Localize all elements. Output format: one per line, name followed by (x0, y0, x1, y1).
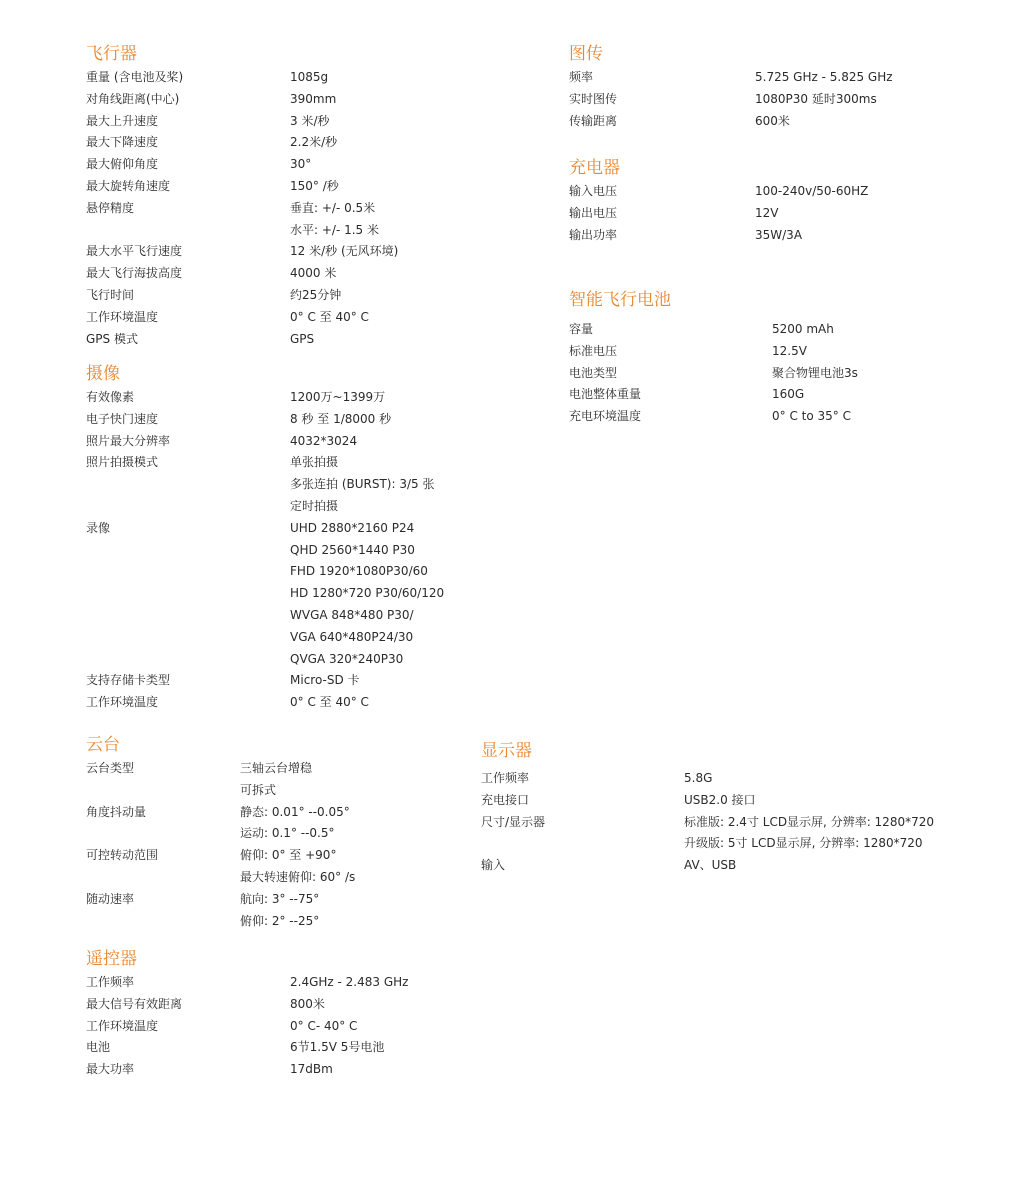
spec-label: 容量 (569, 322, 594, 336)
spec-value: 升级版: 5寸 LCD显示屏, 分辨率: 1280*720 (684, 836, 923, 851)
section-title: 云台 (86, 735, 120, 755)
spec-row (86, 911, 320, 933)
spec-value: 5.725 GHz - 5.825 GHz (755, 70, 893, 84)
spec-label: 有效像素 (86, 390, 135, 404)
spec-label: 对角线距离(中心) (86, 91, 180, 106)
spec-row (86, 1016, 358, 1038)
spec-row (86, 241, 399, 263)
spec-label: 电池整体重量 (569, 387, 642, 402)
spec-row (569, 203, 779, 225)
spec-label: 角度抖动量 (86, 804, 147, 819)
spec-row (86, 496, 339, 518)
spec-row (86, 387, 386, 409)
section-camera (86, 363, 445, 714)
spec-value: 5.8G (684, 771, 713, 785)
spec-label: 随动速率 (86, 891, 135, 906)
spec-row (86, 307, 369, 329)
spec-value: 多张连拍 (BURST): 3/5 张 (290, 477, 435, 492)
spec-value: 4032*3024 (290, 433, 358, 448)
spec-row (86, 452, 339, 474)
spec-label: 云台类型 (86, 761, 135, 775)
spec-rows (481, 768, 934, 877)
spec-label: 可控转动范围 (86, 848, 159, 863)
spec-value: 最大转速俯仰: 60° /s (240, 869, 356, 884)
spec-value: 600米 (755, 113, 790, 128)
spec-row (86, 583, 445, 605)
spec-value: 6节1.5V 5号电池 (290, 1040, 385, 1055)
spec-value: 0° C to 35° C (772, 409, 851, 424)
spec-rows (569, 181, 869, 246)
spec-row (86, 605, 414, 627)
spec-row (86, 431, 358, 453)
spec-value: 30° (290, 157, 312, 172)
spec-row (86, 409, 392, 431)
section-display (481, 740, 934, 877)
spec-row (569, 89, 877, 111)
spec-value: 俯仰: 2° --25° (240, 913, 320, 928)
spec-rows (86, 387, 445, 714)
section-transmission (569, 43, 893, 132)
spec-label: 照片最大分辨率 (86, 433, 171, 448)
spec-label: 充电环境温度 (569, 409, 642, 424)
spec-label: 支持存储卡类型 (86, 673, 171, 688)
spec-value: 35W/3A (755, 227, 803, 242)
spec-label: 录像 (86, 520, 111, 535)
section-battery (569, 289, 858, 428)
spec-label: 最大功率 (86, 1062, 135, 1077)
spec-label: 工作环境温度 (86, 1018, 159, 1033)
spec-row (86, 1059, 333, 1081)
spec-value: HD 1280*720 P30/60/120 (290, 586, 445, 601)
spec-row (569, 363, 858, 385)
spec-value: 150° /秒 (290, 178, 339, 193)
section-title: 飞行器 (86, 44, 137, 64)
section-title: 显示器 (481, 741, 532, 761)
spec-label: 频率 (569, 70, 594, 84)
spec-value: WVGA 848*480 P30/ (290, 607, 414, 622)
section-title: 摄像 (86, 364, 120, 384)
spec-value: 4000 米 (290, 266, 337, 281)
spec-label: 电池 (86, 1040, 111, 1055)
spec-row (569, 341, 807, 363)
spec-row (86, 780, 277, 802)
spec-value: 800米 (290, 996, 325, 1011)
spec-label: 工作环境温度 (86, 309, 159, 324)
section-title: 图传 (569, 44, 603, 64)
spec-label: 照片拍摄模式 (86, 455, 159, 470)
spec-label: 电子快门速度 (86, 411, 159, 426)
spec-row (86, 758, 313, 780)
spec-value: VGA 640*480P24/30 (290, 629, 414, 644)
spec-row (86, 889, 320, 911)
spec-label: 最大俯仰角度 (86, 157, 159, 172)
spec-value: 0° C 至 40° C (290, 309, 369, 324)
spec-row (481, 790, 756, 812)
spec-value: 约25分钟 (290, 287, 342, 302)
spec-row (86, 474, 435, 496)
spec-row (86, 285, 342, 307)
spec-row (86, 994, 325, 1016)
spec-label: 尺寸/显示器 (481, 814, 546, 829)
spec-value: 俯仰: 0° 至 +90° (240, 848, 337, 863)
spec-rows (569, 319, 858, 428)
spec-row (86, 692, 369, 714)
spec-value: 聚合物锂电池3s (772, 365, 858, 380)
spec-row (86, 198, 376, 220)
spec-value: 水平: +/- 1.5 米 (290, 222, 379, 237)
spec-row (86, 67, 329, 89)
spec-row (86, 518, 415, 540)
spec-row (481, 855, 737, 877)
section-gimbal (86, 734, 356, 932)
spec-row (569, 181, 869, 203)
spec-label: 重量 (含电池及桨) (86, 70, 184, 84)
section-remote (86, 948, 409, 1081)
spec-value: AV、USB (684, 858, 737, 873)
spec-value: 2.4GHz - 2.483 GHz (290, 975, 409, 989)
spec-label: 传输距离 (569, 113, 618, 128)
spec-label: 最大上升速度 (86, 113, 159, 128)
spec-value: 390mm (290, 91, 337, 106)
section-title: 遥控器 (86, 949, 137, 969)
spec-label: 最大旋转角速度 (86, 178, 171, 193)
spec-value: 1200万~1399万 (290, 390, 386, 404)
spec-label: 电池类型 (569, 365, 618, 380)
spec-value: 160G (772, 387, 805, 402)
spec-value: 标准版: 2.4寸 LCD显示屏, 分辨率: 1280*720 (684, 814, 934, 829)
spec-row (86, 132, 338, 154)
spec-value: 运动: 0.1° --0.5° (240, 826, 335, 841)
spec-value: 5200 mAh (772, 322, 834, 336)
spec-label: 充电接口 (481, 792, 530, 807)
spec-row (569, 384, 805, 406)
spec-value: 1085g (290, 70, 329, 84)
spec-value: 航向: 3° --75° (240, 891, 320, 906)
spec-value: GPS (290, 331, 315, 346)
spec-value: 17dBm (290, 1062, 333, 1077)
spec-row (86, 540, 415, 562)
spec-row (569, 225, 803, 247)
spec-value: 静态: 0.01° --0.05° (240, 804, 350, 819)
spec-label: 悬停精度 (86, 200, 135, 215)
spec-value: 2.2米/秒 (290, 135, 338, 150)
spec-value: 12V (755, 205, 779, 220)
spec-value: 1080P30 延时300ms (755, 91, 877, 106)
section-title: 充电器 (569, 158, 620, 178)
spec-row (569, 111, 790, 133)
spec-row (86, 263, 337, 285)
spec-row (86, 867, 356, 889)
spec-value: UHD 2880*2160 P24 (290, 520, 415, 535)
spec-rows (86, 67, 399, 350)
spec-value: QVGA 320*240P30 (290, 651, 404, 666)
spec-row (86, 802, 350, 824)
spec-row (86, 972, 409, 994)
spec-value: 定时拍摄 (290, 498, 339, 513)
section-aircraft (86, 43, 399, 350)
spec-value: 0° C- 40° C (290, 1018, 358, 1033)
spec-value: Micro-SD 卡 (290, 673, 360, 688)
spec-value: 100-240v/50-60HZ (755, 184, 869, 198)
spec-value: 可拆式 (240, 782, 277, 797)
spec-label: 输出电压 (569, 205, 618, 220)
spec-label: 最大下降速度 (86, 135, 159, 150)
spec-row (86, 561, 428, 583)
spec-row (86, 823, 335, 845)
spec-value: USB2.0 接口 (684, 792, 756, 807)
spec-value: 3 米/秒 (290, 113, 330, 128)
spec-value: 12.5V (772, 343, 807, 358)
spec-label: GPS 模式 (86, 331, 138, 346)
section-charger (569, 157, 869, 246)
spec-label: 最大信号有效距离 (86, 996, 183, 1011)
spec-row (481, 833, 923, 855)
spec-label: 最大飞行海拔高度 (86, 266, 183, 281)
spec-rows (569, 67, 893, 132)
spec-label: 输出功率 (569, 227, 618, 242)
spec-row (86, 329, 315, 351)
spec-value: 0° C 至 40° C (290, 695, 369, 710)
spec-row (481, 812, 934, 834)
spec-row (569, 319, 834, 341)
spec-label: 实时图传 (569, 91, 618, 106)
spec-rows (86, 758, 356, 932)
spec-rows (86, 972, 409, 1081)
spec-label: 工作频率 (481, 771, 530, 785)
spec-row (86, 670, 360, 692)
spec-label: 输入电压 (569, 184, 618, 198)
spec-row (86, 89, 337, 111)
spec-row (86, 1037, 385, 1059)
spec-row (569, 406, 851, 428)
spec-label: 飞行时间 (86, 287, 135, 302)
spec-row (86, 845, 337, 867)
spec-label: 最大水平飞行速度 (86, 244, 183, 259)
spec-row (569, 67, 893, 89)
spec-row (86, 649, 404, 671)
section-title: 智能飞行电池 (569, 290, 671, 310)
spec-label: 标准电压 (569, 343, 618, 358)
spec-value: FHD 1920*1080P30/60 (290, 564, 428, 579)
spec-row (86, 111, 330, 133)
spec-row (86, 154, 312, 176)
spec-row (86, 627, 414, 649)
spec-value: 单张拍摄 (290, 455, 339, 470)
spec-value: 8 秒 至 1/8000 秒 (290, 411, 392, 426)
spec-row (86, 176, 339, 198)
spec-row (86, 220, 379, 242)
spec-value: 三轴云台增稳 (240, 761, 313, 775)
spec-value: 12 米/秒 (无风环境) (290, 244, 399, 259)
spec-label: 输入 (481, 858, 506, 873)
spec-value: QHD 2560*1440 P30 (290, 542, 415, 557)
spec-value: 垂直: +/- 0.5米 (290, 200, 376, 215)
spec-row (481, 768, 713, 790)
spec-label: 工作环境温度 (86, 695, 159, 710)
spec-label: 工作频率 (86, 975, 135, 989)
